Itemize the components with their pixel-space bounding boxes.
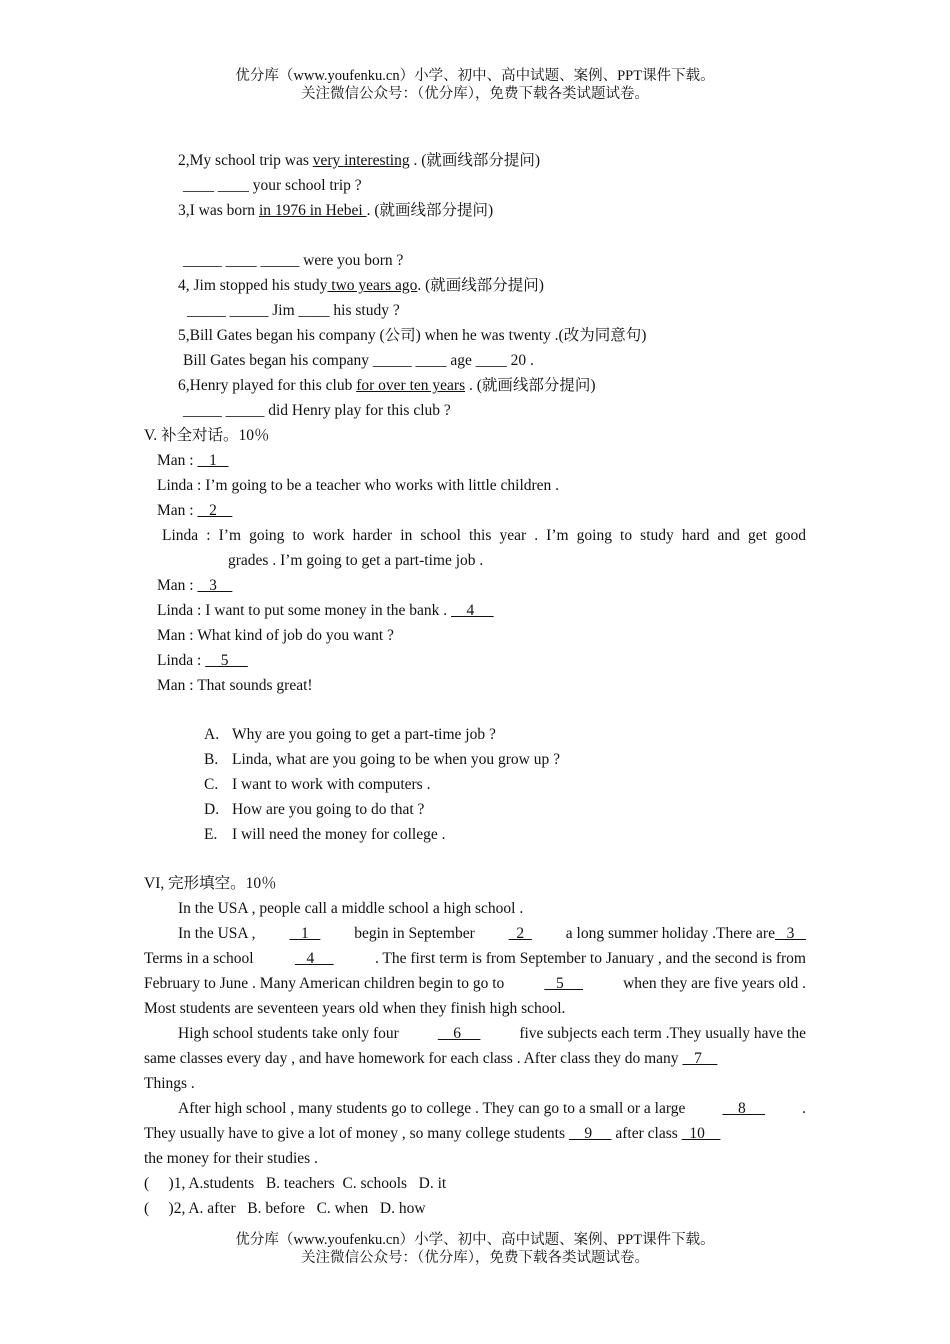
dialogue-line: Linda : 5	[157, 652, 248, 669]
blank-4: 4	[451, 602, 494, 619]
cloze-blank-2: 2	[508, 925, 532, 942]
dialogue-line: Linda : I want to put some money in the bank . 4	[157, 602, 494, 619]
cloze-blank-10: 10	[681, 1125, 721, 1142]
passage-line: High school students take only four 6 five subjects each term .They usually have the	[178, 1025, 806, 1042]
cloze-blank-3: 3	[774, 925, 806, 942]
passage-line: Terms in a school 4 . The first term is from September to January , and the second is from	[144, 950, 806, 967]
dialogue-line: Man : 3	[157, 577, 233, 594]
dialogue-line: Man : That sounds great!	[157, 677, 313, 694]
header-line-1: 优分库（www.youfenku.cn）小学、初中、高中试题、案例、PPT课件下载。	[235, 68, 715, 84]
blank-5: 5	[205, 652, 248, 669]
dialogue-line: Linda : I’m going to work harder in school this year . I’m going to study hard and get good	[162, 527, 806, 544]
option-b: B. Linda, what are you going to be when you grow up ?	[204, 751, 561, 768]
underlined-part: very interesting	[312, 152, 410, 169]
underlined-part: in 1976 in Hebei	[258, 202, 367, 219]
header-line-2: 关注微信公众号：（优分库），免费下载各类试题试卷。	[301, 86, 649, 102]
passage-line: Most students are seventeen years old when they finish high school.	[144, 1000, 566, 1017]
answer-line-4: _____ _____ Jim ____ his study ?	[187, 302, 400, 319]
cloze-blank-1: 1	[289, 925, 321, 942]
passage-line: In the USA , people call a middle school a high school .	[178, 900, 524, 917]
answer-line-2: ____ ____ your school trip ?	[183, 177, 362, 194]
cloze-question-1: ( )1, A.students B. teachers C. schools D. it	[144, 1175, 447, 1192]
cloze-blank-6: 6	[437, 1025, 481, 1042]
dialogue-line: Man : 1	[157, 452, 229, 469]
dialogue-line: Man : What kind of job do you want ?	[157, 627, 394, 644]
passage-line: Things .	[144, 1075, 195, 1092]
section-5-title: V. 补全对话。10％	[144, 427, 270, 444]
passage-line: February to June . Many American children begin to go to 5 when they are five years old .	[144, 975, 806, 992]
passage-line: same classes every day , and have homework for each class . After class they do many 7	[144, 1050, 718, 1067]
answer-line-3: _____ ____ _____ were you born ?	[183, 252, 404, 269]
passage-line: the money for their studies .	[144, 1150, 318, 1167]
question-4: 4, Jim stopped his study two years ago. (就画线部分提问)	[178, 277, 544, 294]
page-footer	[0, 1231, 950, 1267]
answer-line-5: Bill Gates began his company _____ ____ age ____ 20 .	[183, 352, 534, 369]
underlined-part: for over ten years	[356, 377, 466, 394]
dialogue-line: Man : 2	[157, 502, 233, 519]
cloze-blank-4: 4	[294, 950, 334, 967]
passage-line: They usually have to give a lot of money , so many college students 9 after class 10	[144, 1125, 721, 1142]
page-header	[0, 67, 950, 103]
option-c: C. I want to work with computers .	[204, 776, 431, 793]
dialogue-line: grades . I’m going to get a part-time job .	[228, 552, 484, 569]
option-a: A. Why are you going to get a part-time job ?	[204, 726, 496, 743]
underlined-part: two years ago	[327, 277, 418, 294]
cloze-question-2: ( )2, A. after B. before C. when D. how	[144, 1200, 426, 1217]
blank-1: 1	[197, 452, 229, 469]
section-6-title: VI, 完形填空。10％	[144, 875, 277, 892]
footer-line-1: 优分库（www.youfenku.cn）小学、初中、高中试题、案例、PPT课件下载。	[235, 1232, 715, 1248]
question-6: 6,Henry played for this club for over ten years . (就画线部分提问)	[178, 377, 596, 394]
answer-line-6: _____ _____ did Henry play for this club ?	[183, 402, 451, 419]
cloze-blank-7: 7	[682, 1050, 718, 1067]
option-e: E. I will need the money for college .	[204, 826, 446, 843]
question-5: 5,Bill Gates began his company (公司) when he was twenty .(改为同意句)	[178, 327, 647, 344]
footer-line-2: 关注微信公众号：（优分库），免费下载各类试题试卷。	[301, 1250, 649, 1266]
cloze-blank-5: 5	[544, 975, 584, 992]
blank-3: 3	[197, 577, 233, 594]
question-3: 3,I was born in 1976 in Hebei . (就画线部分提问)	[178, 202, 494, 219]
cloze-blank-8: 8	[722, 1100, 766, 1117]
option-d: D. How are you going to do that ?	[204, 801, 425, 818]
passage-line: After high school , many students go to college . They can go to a small or a large 8 .	[178, 1100, 806, 1117]
passage-line: In the USA , 1 begin in September 2 a long summer holiday .There are 3	[178, 925, 806, 942]
question-2: 2,My school trip was very interesting . (就画线部分提问)	[178, 152, 541, 169]
cloze-blank-9: 9	[568, 1125, 612, 1142]
dialogue-line: Linda : I’m going to be a teacher who works with little children .	[157, 477, 560, 494]
blank-2: 2	[197, 502, 233, 519]
